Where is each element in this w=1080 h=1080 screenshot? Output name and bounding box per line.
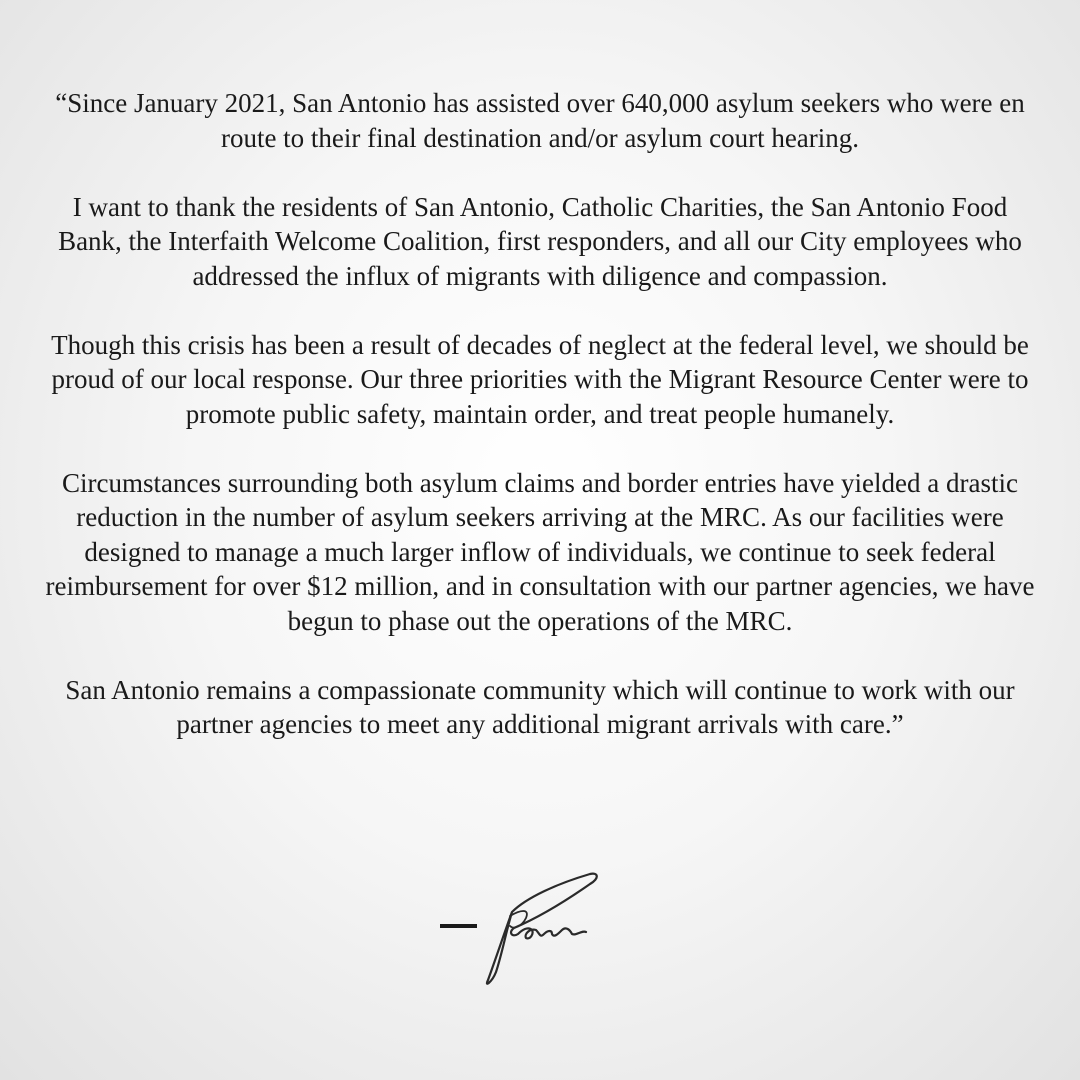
statement-paragraph-3: Though this crisis has been a result of decades of neglect at the federal level, we should be proud of our local response. Our three priorities with the Migrant Resource Center were to promote public safety, maintain order, and treat people humanely.	[51, 329, 1029, 429]
statement-body	[40, 86, 1040, 742]
statement-paragraph-4: Circumstances surrounding both asylum claims and border entries have yielded a drastic reduction in the number of asylum seekers arriving at the MRC. As our facilities were designed to manage a much larger inflow of individuals, we continue to seek federal reimbursement for over $12 million, and in consultation with our partner agencies, we have begun to phase out the operations of the MRC.	[45, 467, 1035, 636]
statement-paragraph-1: “Since January 2021, San Antonio has assisted over 640,000 asylum seekers who were en route to their final destination and/or asylum court hearing.	[55, 88, 1025, 153]
statement-paragraph-5: San Antonio remains a compassionate community which will continue to work with our partner agencies to meet any additional migrant arrivals with care.”	[65, 674, 1015, 739]
statement-paragraph-2: I want to thank the residents of San Antonio, Catholic Charities, the San Antonio Food Bank, the Interfaith Welcome Coalition, first responders, and all our City employees who addressed the influx of migrants with diligence and compassion.	[58, 191, 1022, 291]
signature	[430, 868, 610, 996]
signature-stroke	[487, 874, 597, 984]
signature-graphic	[430, 868, 610, 996]
signature-dash	[440, 924, 477, 928]
